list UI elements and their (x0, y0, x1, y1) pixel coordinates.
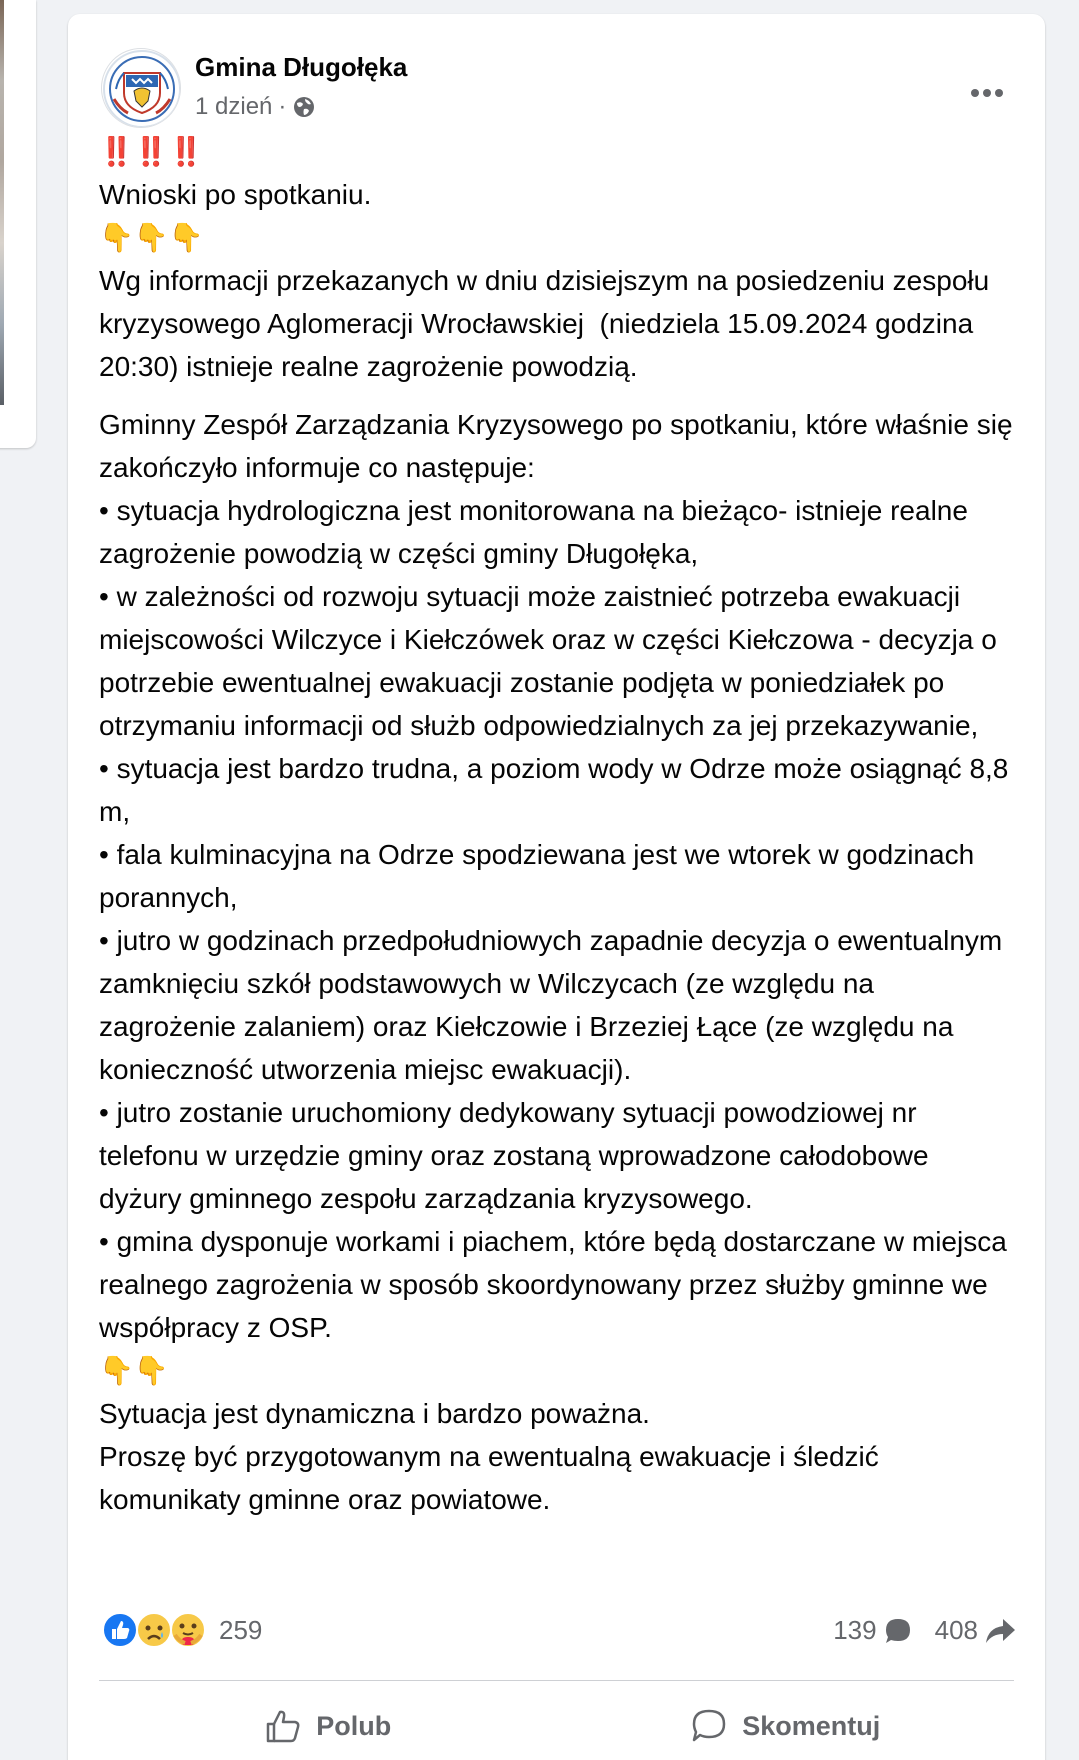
globe-icon (292, 95, 316, 119)
emoji-line-exclamation: ‼️‼️‼️ (99, 136, 204, 167)
post-paragraph-2: Gminny Zespół Zarządzania Kryzysowego po spotkaniu, które właśnie się zakończyło informuje co następuje: (99, 409, 1021, 483)
sad-reaction-icon (135, 1611, 173, 1649)
avatar[interactable] (101, 48, 181, 128)
like-button-label: Polub (316, 1710, 392, 1741)
comment-bubble-icon (883, 1616, 913, 1646)
post-bullet: • jutro w godzinach przedpołudniowych zapadnie decyzja o ewentualnym zamknięciu szkół podstawowych w Wilczycach (ze względu na zagrożenie zalaniem) oraz Kiełczowie i Brzeziej Łące (ze względu na konieczność utworzenia miejsc ewakuacji). (99, 925, 1011, 1085)
adjacent-post-card (0, 0, 36, 448)
post-bullet: • fala kulminacyjna na Odrze spodziewana jest we wtorek w godzinach porannych, (99, 839, 982, 913)
post-line-conclusions: Wnioski po spotkaniu. (99, 179, 372, 210)
post-bullet: • sytuacja jest bardzo trudna, a poziom wody w Odrze może osiągnąć 8,8 m, (99, 753, 1017, 827)
comment-count[interactable] (833, 1615, 912, 1646)
like-reaction-icon (101, 1611, 139, 1649)
author-name[interactable]: Gmina Długołęka (195, 52, 408, 82)
share-arrow-icon (984, 1616, 1016, 1646)
reaction-count[interactable]: 259 (219, 1615, 263, 1645)
post-bullet: • w zależności od rozwoju sytuacji może zaistnieć potrzeba ewakuacji miejscowości Wilczyce i Kiełczówek oraz w części Kiełczowa - decyzja o potrzebie ewentualnej ewakuacji zostanie podjęta w poniedziałek po otrzymaniu informacji od służb odpowiedzialnych za jej przekazywanie, (99, 581, 1005, 741)
thumbs-up-icon (264, 1707, 302, 1745)
like-button[interactable] (99, 1694, 557, 1758)
post-closing-line: Proszę być przygotowanym na ewentualną ewakuacje i śledzić komunikaty gminne oraz powiatowe. (99, 1441, 887, 1515)
emoji-line-pointing: 👇👇👇 (99, 222, 204, 253)
more-options-icon (970, 88, 1004, 98)
post-bullet: • gmina dysponuje workami i piachem, które będą dostarczane w miejsca realnego zagrożenia w sposób skoordynowany przez służby gminne we współpracy z OSP. (99, 1226, 1015, 1343)
reactions-bar (101, 1607, 1016, 1655)
post-card (68, 14, 1045, 1760)
reaction-icons[interactable] (101, 1611, 203, 1649)
post-stats (833, 1615, 1016, 1646)
more-options-button[interactable] (967, 78, 1007, 108)
post-meta (195, 93, 316, 121)
share-count[interactable] (935, 1615, 1016, 1646)
comment-icon (690, 1707, 728, 1745)
divider (99, 1680, 1014, 1681)
post-actions (99, 1694, 1014, 1758)
comment-count-value: 139 (833, 1615, 877, 1645)
emoji-line-pointing: 👇👇 (99, 1355, 169, 1386)
adjacent-post-image (0, 0, 4, 405)
care-reaction-icon (169, 1611, 207, 1649)
gmina-crest-logo (102, 49, 181, 128)
post-closing-line: Sytuacja jest dynamiczna i bardzo poważna. (99, 1398, 650, 1429)
meta-separator: · (278, 93, 287, 120)
comment-button[interactable] (557, 1694, 1015, 1758)
post-bullet: • sytuacja hydrologiczna jest monitorowana na bieżąco- istnieje realne zagrożenie powodzią w części gminy Długołęka, (99, 495, 976, 569)
post-bullet: • jutro zostanie uruchomiony dedykowany sytuacji powodziowej nr telefonu w urzędzie gminy oraz zostaną wprowadzone całodobowe dyżury gminnego zespołu zarządzania kryzysowego. (99, 1097, 937, 1214)
post-time[interactable]: 1 dzień (195, 93, 273, 120)
post-paragraph-1: Wg informacji przekazanych w dniu dzisiejszym na posiedzeniu zespołu kryzysowego Aglomeracji Wrocławskiej (niedziela 15.09.2024 godzina 20:30) istnieje realne zagrożenie powodzią. (99, 265, 997, 382)
post-header (101, 36, 1025, 120)
comment-button-label: Skomentuj (742, 1710, 881, 1741)
post-body (99, 130, 1021, 1521)
share-count-value: 408 (934, 1615, 978, 1645)
